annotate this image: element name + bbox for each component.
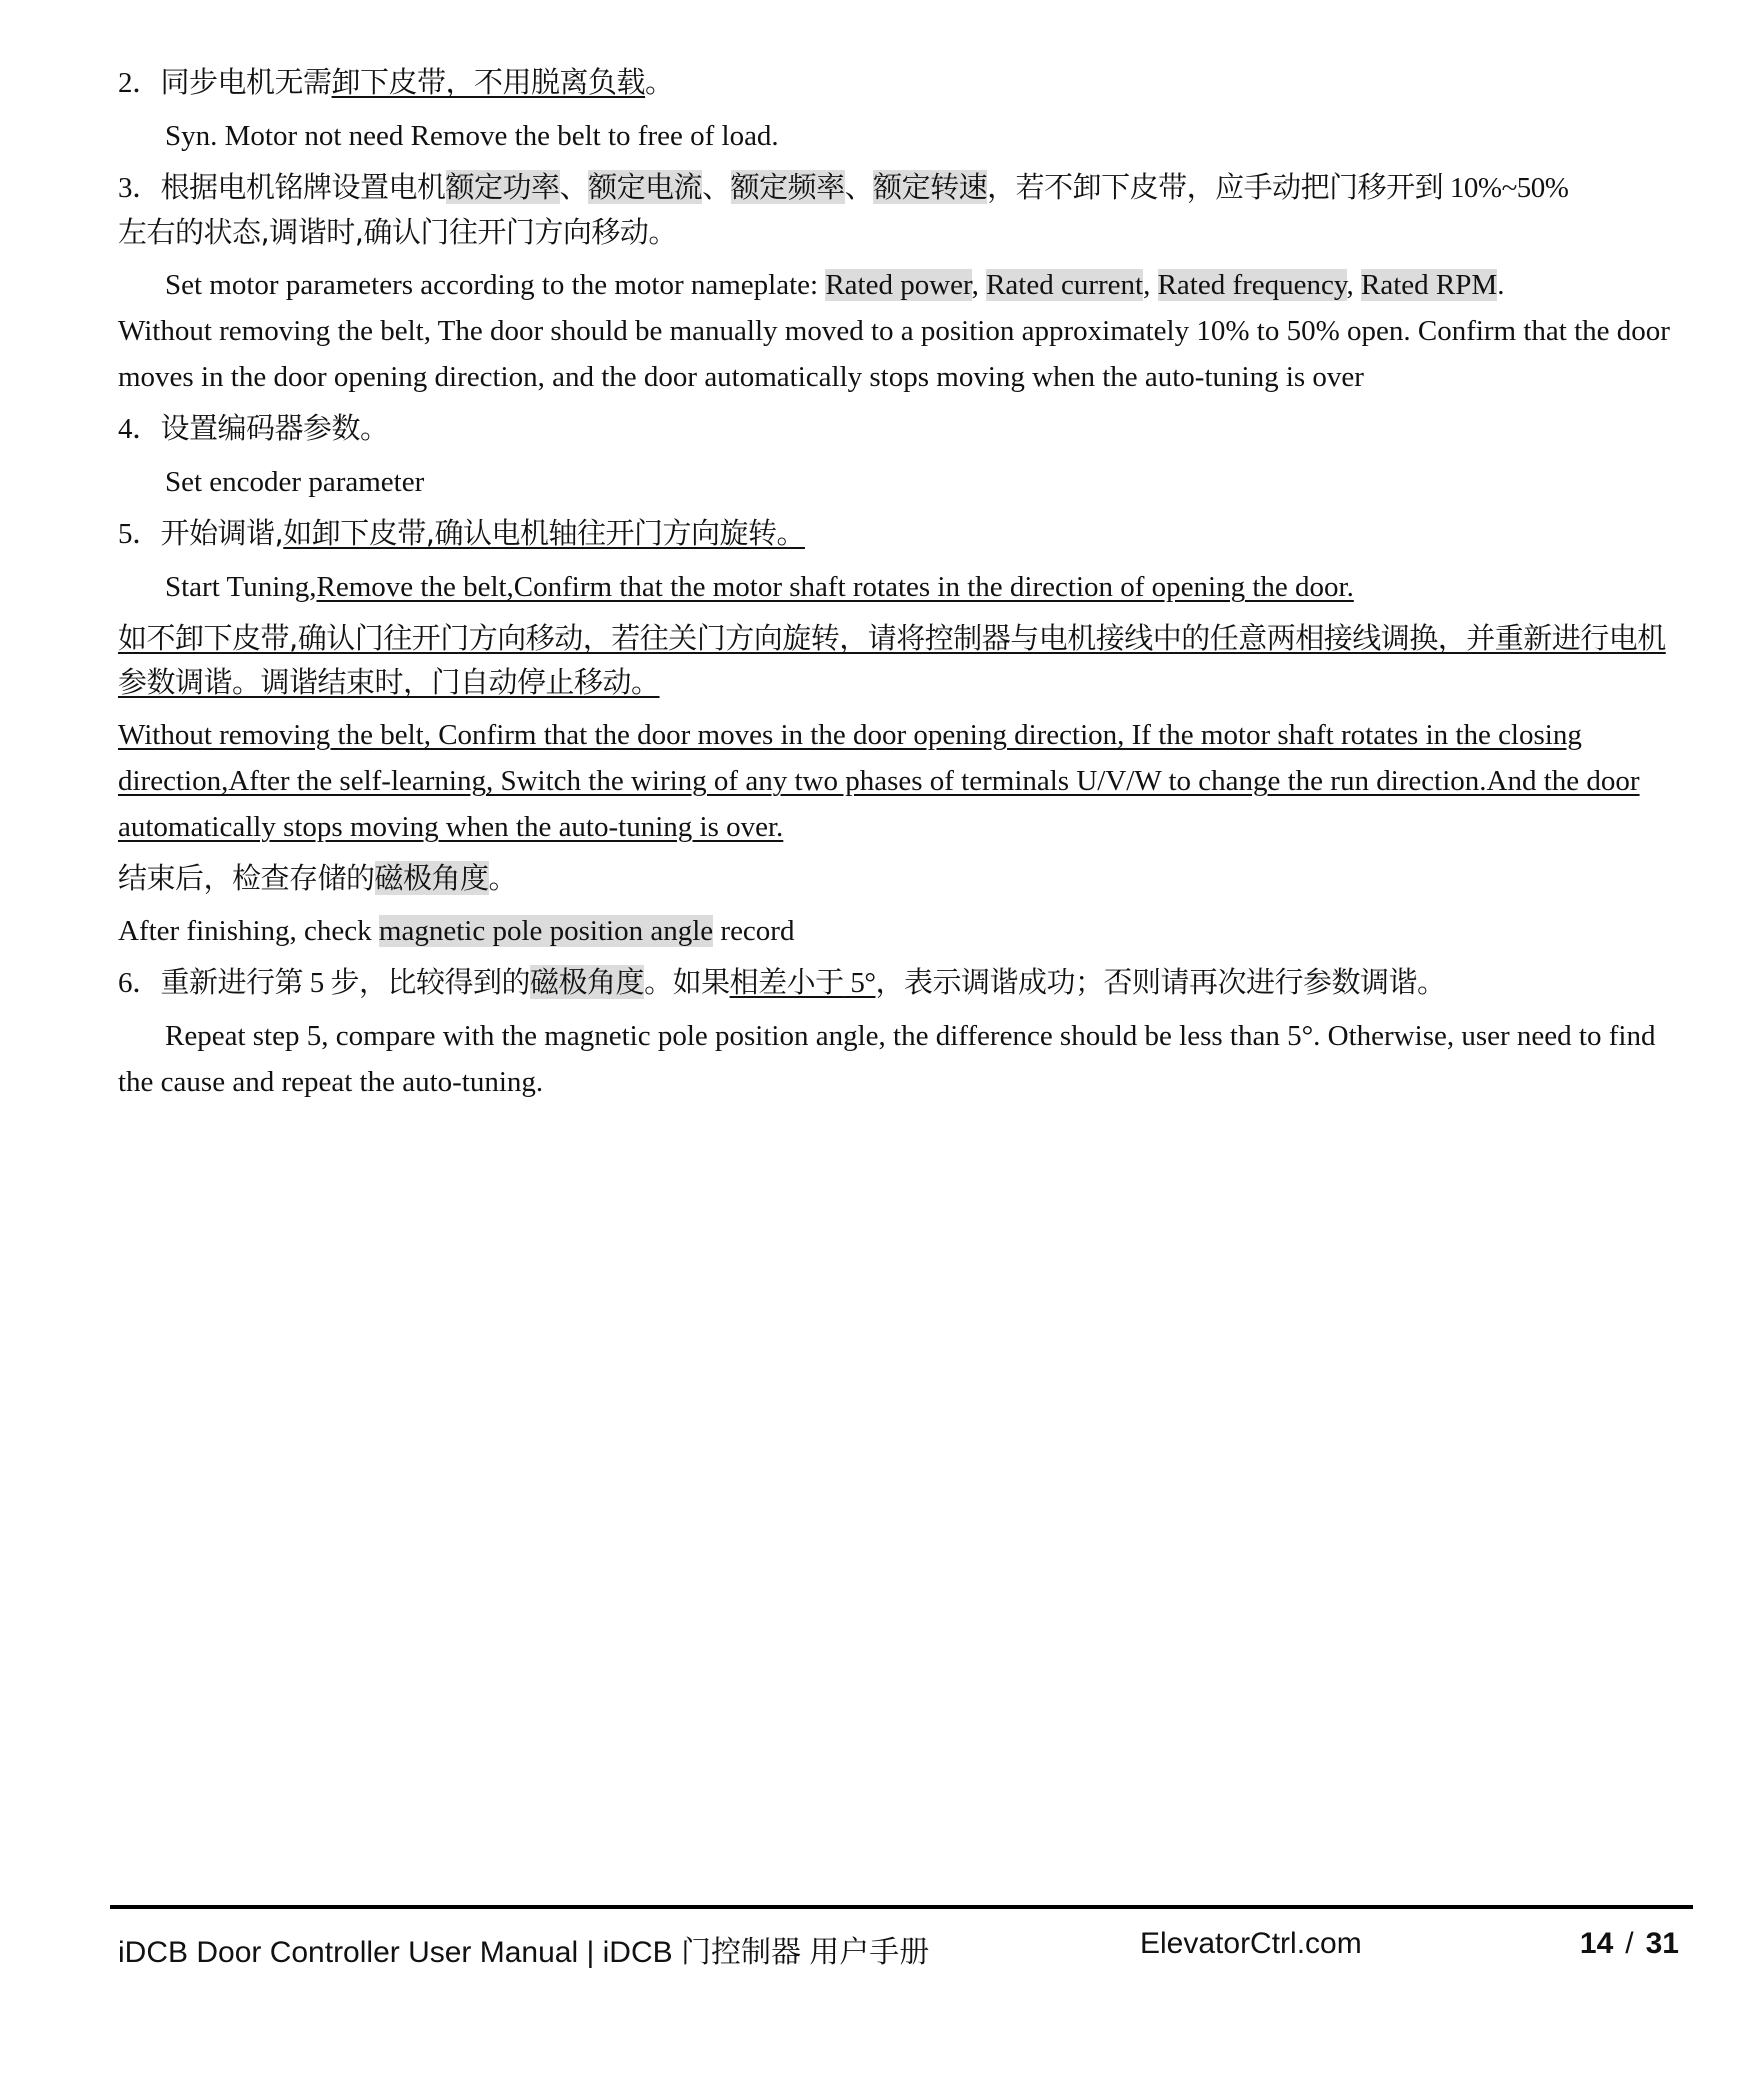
underlined-text bbox=[730, 965, 876, 999]
underlined-text: Remove the belt,Confirm that the motor shaft rotates in the direction of opening the door. bbox=[316, 571, 1354, 603]
underlined-text: 卸下皮带，不用脱离负载 bbox=[331, 65, 646, 99]
highlight-rated-current: 额定电流 bbox=[588, 170, 703, 204]
step-5-zh-check bbox=[118, 856, 1693, 900]
footer-site: ElevatorCtrl.com bbox=[1140, 1927, 1362, 1960]
highlight-pole-angle-en: magnetic pole position angle bbox=[378, 915, 714, 947]
text: ，表示调谐成功；否则请再次进行参数调谐。 bbox=[875, 965, 1446, 999]
text: Start Tuning, bbox=[165, 571, 317, 603]
text: 左右的状态,调谐时,确认门往开门方向移动。 bbox=[118, 215, 677, 249]
underlined-text: 如卸下皮带,确认电机轴往开门方向旋转。 bbox=[283, 516, 805, 550]
step-5-zh bbox=[118, 511, 1693, 556]
highlight-rated-rpm: 额定转速 bbox=[873, 170, 988, 204]
highlight-rated-power: 额定功率 bbox=[445, 170, 560, 204]
step-4-zh bbox=[118, 406, 1693, 451]
step-number: 3． bbox=[118, 172, 161, 204]
separator: , bbox=[1143, 269, 1158, 301]
step-number: 6． bbox=[118, 967, 161, 999]
step-5-en-note: Without removing the belt, Confirm that the door moves in the door opening direction, If the motor shaft rotates in the closing direction,After the self-learning, Switch the wiring of any two phases of terminals U/V/W to change the run direction.And the door automatically stops moving when the auto-tuning is over. bbox=[118, 719, 1640, 843]
step-5-zh-note: 如不卸下皮带,确认门往开门方向移动，若往关门方向旋转，请将控制器与电机接线中的任意两相接线调换，并重新进行电机参数调谐。调谐结束时，门自动停止移动。 bbox=[118, 621, 1666, 699]
text: 。如果 bbox=[644, 965, 730, 999]
step-3-zh bbox=[118, 165, 1693, 254]
step-ref: 5 bbox=[303, 967, 331, 999]
step-number: 2． bbox=[118, 67, 161, 99]
highlight-rated-frequency-en: Rated frequency bbox=[1157, 269, 1347, 301]
text: ，若不卸下皮带，应手动把门移开到 bbox=[987, 170, 1444, 204]
step-3-en bbox=[118, 262, 1693, 400]
separator: 、 bbox=[559, 170, 589, 204]
document-body bbox=[118, 60, 1693, 1111]
text: 步，比较得到的 bbox=[330, 965, 531, 999]
highlight-pole-angle: 磁极角度 bbox=[374, 861, 489, 895]
highlight-rated-frequency: 额定频率 bbox=[730, 170, 845, 204]
step-2-en: Syn. Motor not need Remove the belt to free of load. bbox=[165, 120, 779, 152]
step-number: 5． bbox=[118, 518, 161, 550]
step-number: 4． bbox=[118, 413, 161, 445]
text: 。 bbox=[488, 861, 518, 895]
page-separator: / bbox=[1625, 1927, 1634, 1960]
step-5-en-check bbox=[118, 908, 1693, 954]
footer-title: iDCB Door Controller User Manual | iDCB 门控制器 用户手册 bbox=[118, 1936, 930, 1969]
percent-range: 10%~50% bbox=[1443, 172, 1569, 204]
text: . bbox=[1497, 269, 1505, 301]
step-6-en: Repeat step 5, compare with the magnetic pole position angle, the difference should be less than 5°. Otherwise, user need to find the cause and repeat the auto-tuning. bbox=[118, 1020, 1656, 1098]
step-4-en: Set encoder parameter bbox=[165, 466, 425, 498]
step-2-zh bbox=[118, 60, 1693, 105]
text: 结束后，检查存储的 bbox=[118, 861, 375, 895]
separator: , bbox=[1346, 269, 1362, 301]
text: 开始调谐, bbox=[160, 516, 284, 550]
text: 重新进行第 bbox=[160, 965, 304, 999]
total-pages: 31 bbox=[1645, 1927, 1679, 1960]
text: 根据电机铭牌设置电机 bbox=[160, 170, 446, 204]
text: 设置编码器参数。 bbox=[160, 411, 389, 445]
step-6-zh bbox=[118, 960, 1693, 1005]
degree-value: 5° bbox=[843, 967, 876, 999]
text: Without removing the belt, The door should be manually moved to a position approximately 10% to 50% open. Confirm that the door moves in the door opening direction, and the door automatically stops moving when the auto-tuning is over bbox=[118, 315, 1670, 393]
highlight-rated-power-en: Rated power bbox=[825, 269, 972, 301]
page-number bbox=[1580, 1927, 1679, 1961]
text: After finishing, check bbox=[118, 915, 379, 947]
text: 同步电机无需 bbox=[160, 65, 332, 99]
step-5-en bbox=[118, 564, 1693, 610]
page-footer bbox=[110, 1905, 1693, 1969]
separator: , bbox=[971, 269, 987, 301]
highlight-rated-current-en: Rated current bbox=[986, 269, 1144, 301]
separator: 、 bbox=[702, 170, 731, 204]
text: 。 bbox=[645, 65, 674, 99]
text: Set motor parameters according to the motor nameplate: bbox=[165, 269, 826, 301]
text: 相差小于 bbox=[729, 965, 844, 999]
text: record bbox=[713, 915, 795, 947]
current-page: 14 bbox=[1579, 1927, 1614, 1960]
highlight-rated-rpm-en: Rated RPM bbox=[1361, 269, 1498, 301]
separator: 、 bbox=[844, 170, 874, 204]
highlight-pole-angle: 磁极角度 bbox=[530, 965, 645, 999]
